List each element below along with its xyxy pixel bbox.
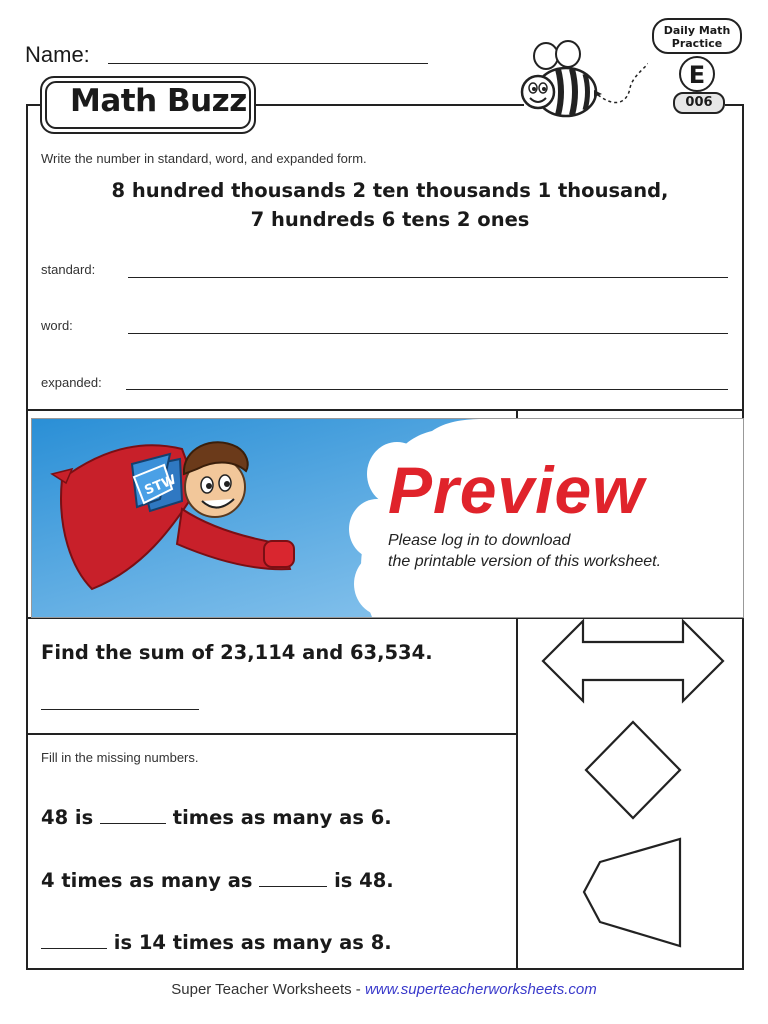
q3-line-2	[41, 869, 394, 892]
name-label: Name:	[25, 42, 90, 67]
q3-instruction: Fill in the missing numbers.	[41, 750, 199, 765]
preview-heading: Preview	[388, 453, 645, 527]
diamond-shape	[582, 720, 684, 820]
frame-top-mid	[252, 104, 524, 106]
expanded-label: expanded:	[41, 375, 102, 390]
q3-blank-2[interactable]	[259, 869, 327, 887]
double-arrow-shape	[540, 618, 726, 704]
preview-message	[388, 530, 661, 572]
expanded-answer-line[interactable]	[126, 389, 728, 390]
divider-1	[26, 409, 744, 411]
standard-label: standard:	[41, 262, 96, 277]
q1-prompt-line-1: 8 hundred thousands 2 ten thousands 1 thousand,	[111, 179, 669, 202]
divider-3	[26, 733, 518, 735]
word-label: word:	[41, 318, 73, 333]
trapezoid-shape	[580, 836, 686, 950]
q3-line-1-start: 48 is	[41, 806, 101, 829]
frame-left	[26, 104, 28, 970]
preview-line-2: the printable version of this worksheet.	[388, 553, 662, 570]
footer-text: Super Teacher Worksheets -	[171, 981, 365, 998]
word-answer-line[interactable]	[128, 333, 728, 334]
q3-blank-1[interactable]	[100, 806, 166, 824]
page-title: Math Buzz	[70, 83, 247, 119]
q1-prompt-line-2: 7 hundreds 6 tens 2 ones	[250, 208, 530, 231]
name-line[interactable]	[108, 63, 428, 64]
q3-line-2-start: 4 times as many as	[41, 869, 260, 892]
bee-icon	[518, 40, 648, 122]
q1-instruction: Write the number in standard, word, and expanded form.	[41, 151, 367, 166]
q3-line-3	[41, 931, 392, 954]
standard-answer-line[interactable]	[128, 277, 728, 278]
q3-line-1	[41, 806, 392, 829]
q2-answer-line[interactable]	[41, 709, 199, 710]
q1-prompt	[60, 176, 720, 234]
q3-line-2-end: is 48.	[327, 869, 394, 892]
q3-line-1-end: times as many as 6.	[166, 806, 392, 829]
q2-question: Find the sum of 23,114 and 63,534.	[41, 641, 433, 664]
badge-line-2: Practice	[671, 37, 723, 50]
preview-line-1: Please log in to download	[388, 532, 571, 549]
frame-bottom	[26, 968, 744, 970]
svg-text:STW: STW	[142, 472, 179, 499]
worksheet-number: 006	[673, 92, 725, 114]
daily-math-badge	[652, 18, 742, 54]
badge-line-1: Daily Math	[663, 24, 731, 37]
level-badge: E	[679, 56, 715, 92]
q3-blank-3[interactable]	[41, 931, 107, 949]
footer	[0, 981, 768, 998]
footer-link[interactable]: www.superteacherworksheets.com	[364, 981, 597, 998]
q3-line-3-end: is 14 times as many as 8.	[107, 931, 392, 954]
